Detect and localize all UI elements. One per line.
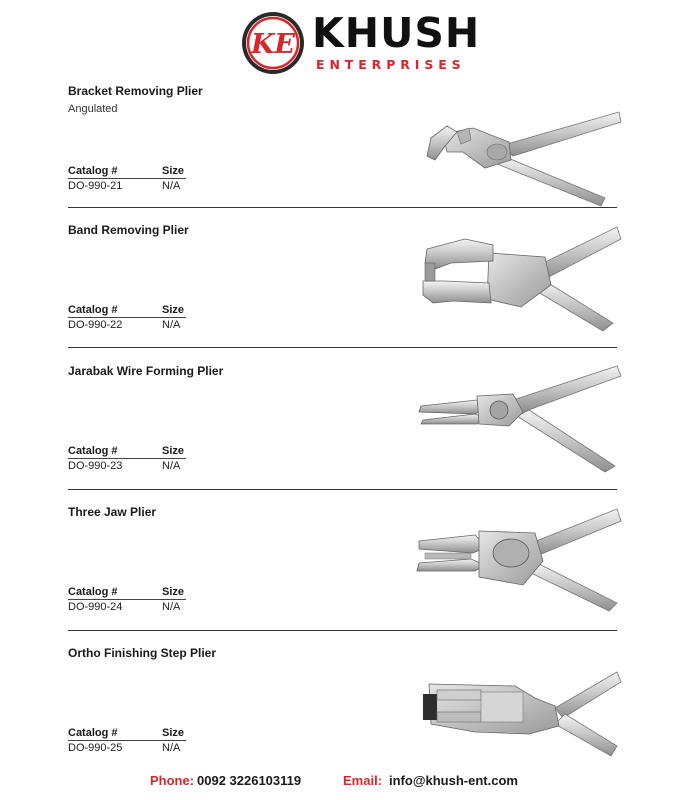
catalog-header: Catalog # [68, 304, 118, 316]
size-value: N/A [162, 460, 181, 472]
wire-forming-plier-icon [405, 364, 625, 474]
size-header: Size [162, 165, 185, 177]
product-name: Jarabak Wire Forming Plier [68, 364, 224, 378]
section-divider [68, 207, 617, 208]
section-divider [68, 489, 617, 490]
product-name: Ortho Finishing Step Plier [68, 646, 217, 660]
catalog-number: DO-990-25 [68, 742, 123, 754]
catalog-header: Catalog # [68, 165, 118, 177]
step-plier-icon [405, 668, 625, 778]
phone-number: 0092 3226103119 [197, 773, 302, 788]
size-value: N/A [162, 319, 181, 331]
table-rule [68, 740, 186, 741]
product-block [0, 84, 689, 225]
contact-footer [0, 770, 689, 790]
size-value: N/A [162, 742, 181, 754]
brand-name: KHUSH [312, 9, 481, 57]
product-name: Bracket Removing Plier [68, 84, 203, 98]
catalog-header: Catalog # [68, 586, 118, 598]
bracket-removing-plier-icon [405, 98, 625, 208]
size-header: Size [162, 586, 185, 598]
catalog-number: DO-990-24 [68, 601, 123, 613]
product-subtitle: Angulated [68, 103, 118, 115]
product-name: Three Jaw Plier [68, 505, 157, 519]
product-name: Band Removing Plier [68, 223, 189, 237]
size-value: N/A [162, 601, 181, 613]
section-divider [68, 630, 617, 631]
size-header: Size [162, 304, 185, 316]
catalog-header: Catalog # [68, 445, 118, 457]
section-divider [68, 347, 617, 348]
product-block [0, 505, 689, 646]
product-block [0, 646, 689, 787]
product-block [0, 223, 689, 364]
catalog-header: Catalog # [68, 727, 118, 739]
size-header: Size [162, 445, 185, 457]
size-header: Size [162, 727, 185, 739]
brand-subtitle: ENTERPRISES [316, 57, 466, 72]
table-rule [68, 317, 186, 318]
email-label: Email: [343, 773, 383, 788]
khush-logo-icon [241, 11, 305, 75]
band-removing-plier-icon [405, 223, 625, 333]
catalog-number: DO-990-21 [68, 180, 123, 192]
catalog-number: DO-990-22 [68, 319, 123, 331]
catalog-number: DO-990-23 [68, 460, 123, 472]
phone-label: Phone: [150, 773, 195, 788]
email-address: info@khush-ent.com [389, 773, 518, 788]
table-rule [68, 458, 186, 459]
svg-text:KE: KE [250, 29, 296, 60]
size-value: N/A [162, 180, 181, 192]
table-rule [68, 178, 186, 179]
product-block [0, 364, 689, 505]
three-jaw-plier-icon [405, 507, 625, 617]
table-rule [68, 599, 186, 600]
page-header [0, 0, 689, 85]
